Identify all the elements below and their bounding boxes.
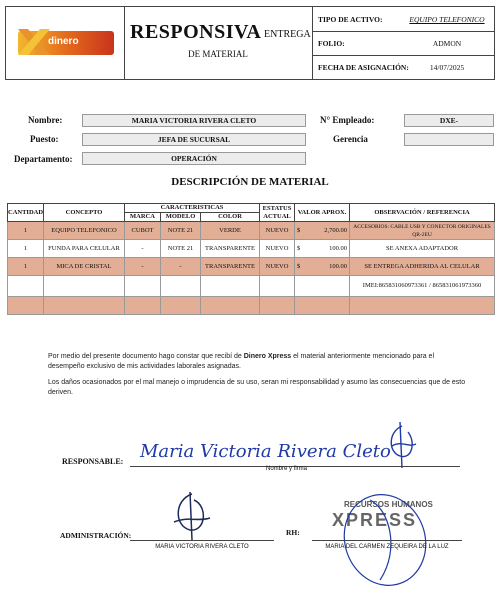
administracion-label: ADMINISTRACIÓN: [60,531,132,540]
rh-signature-icon [330,480,440,590]
title-suffix: ENTREGA [264,29,311,40]
administracion-line [130,540,274,541]
administracion-name: MARIA VICTORIA RIVERA CLETO [155,544,249,550]
col-concepto: CONCEPTO [44,204,125,222]
nombre-label: Nombre: [28,115,63,125]
logo-text: dinero [48,36,79,47]
gerencia-label: Gerencia [333,134,368,144]
table-row: 1 MICA DE CRISTAL - - TRANSPARENTE NUEVO $ 100.00 SE ENTREGA ADHERIDA AL CELULAR [8,258,495,276]
field-tipo-activo: TIPO DE ACTIVO: EQUIPO TELEFONICO [312,7,494,32]
nombre-field: MARIA VICTORIA RIVERA CLETO [82,114,306,127]
gerencia-field [404,133,494,146]
header-fields [312,7,494,79]
field-fecha: FECHA DE ASIGNACIÓN: 14/07/2025 [318,63,465,72]
administracion-signature-icon [168,492,214,542]
table-header-row [8,204,495,213]
liability-paragraph: Los daños ocasionados por el mal manejo o imprudencia de su uso, seran mi responsabilidad y asumo las consecuencias que de esto deriven. [48,379,466,396]
table-row: 1 EQUIPO TELEFONICO CUBOT NOTE 21 VERDE NUEVO $ 2,700.00 ACCESORIOS: CABLE USB Y CONECTOR ORIGINALES QR-2EU [8,222,495,240]
table-row: IMEI:865831060973361 / 865831061973360 [8,276,495,297]
nombre-firma-caption: Nombre y firma [266,466,308,472]
logo-badge [18,31,114,55]
col-observacion: OBSERVACIÓN / REFERENCIA [350,204,495,222]
responsable-label: RESPONSABLE: [62,457,124,466]
document-header [5,6,495,80]
material-table [7,203,495,315]
puesto-field: JEFA DE SUCURSAL [82,133,306,146]
col-modelo: MODELO [161,213,201,222]
col-valor: VALOR APROX. [295,204,350,222]
col-estatus: ESTATUS ACTUAL [260,204,295,222]
col-color: COLOR [201,213,260,222]
empleado-field: DXE- [404,114,494,127]
responsable-signature: Maria Victoria Rivera Cleto [140,441,391,462]
empleado-label: N° Empleado: [320,115,375,125]
document-subtitle: DE MATERIAL [188,49,248,59]
table-row [8,297,495,315]
rh-stamp: RECURSOS HUMANOS XPRESS [332,500,433,530]
col-caracteristicas: CARACTERISTICAS [125,204,260,213]
company-logo [6,7,125,79]
document-title: RESPONSIVA [130,21,262,43]
field-folio: FOLIO: ADMON [312,31,494,56]
table-row: 1 FUNDA PARA CELULAR - NOTE 21 TRANSPARENTE NUEVO $ 100.00 SE ANEXA ADAPTADOR [8,240,495,258]
title-block [124,7,313,79]
declaration-paragraph: Por medio del presente documento hago constar que recibí de Dinero Xpress el material anteriormente mencionado para el desempeño exclusivo de mis actividades laborales asignadas. [48,353,435,370]
rh-line [312,540,462,541]
departamento-field: OPERACIÓN [82,152,306,165]
col-cantidad: CANTIDAD [8,204,44,222]
rh-label: RH: [286,528,300,537]
departamento-label: Departamento: [14,154,73,164]
initials-signature-icon [382,422,422,470]
section-title: DESCRIPCIÓN DE MATERIAL [171,176,329,188]
company-name: Dinero Xpress [243,353,292,360]
col-marca: MARCA [125,213,161,222]
rh-name: MARIA DEL CARMEN ZEQUEIRA DE LA LUZ [325,544,449,550]
puesto-label: Puesto: [30,134,59,144]
